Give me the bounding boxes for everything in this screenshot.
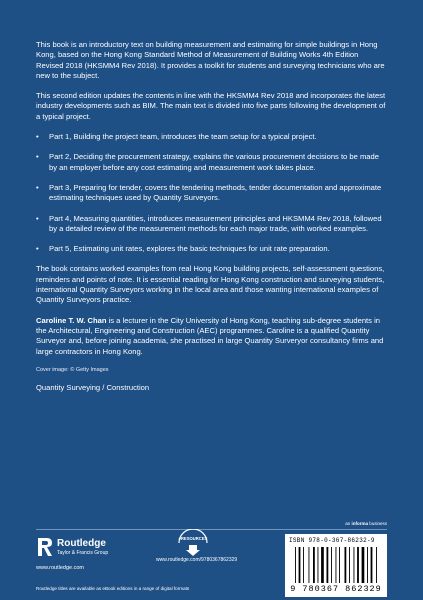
publisher-subtitle: Taylor & Francis Group [57,550,109,556]
routledge-logo-icon [36,536,54,558]
footer [0,515,423,600]
publisher-name: Routledge [57,538,106,549]
second-edition-paragraph: This second edition updates the contents in line with the HKSMM4 Rev 2018 and incorporates the latest industry developments such as BIM. The main text is divided into five parts following the development of a typical project. [36,91,386,121]
publisher-logo [36,536,296,572]
barcode-bars [295,547,377,583]
intro-paragraph: This book is an introductory text on building measurement and estimating for simple buildings in Hong Kong, based on the Hong Kong Standard Method of Measurement of Building Works 4th Edition Revised 2018 (HKSMM4 Rev 2018). It provides a toolkit for students and surveying technicians who are new to the subject. [36,40,385,80]
parts-list [36,132,386,254]
informa-prefix: an [345,521,352,526]
blurb [36,40,386,392]
informa-bold: informa [351,521,368,526]
author-bio-text: is a lecturer in the City University of Hong Kong, teaching sub-degree students in the Architectural, Engineering and Construction (AEC) programmes. Caroline is a qualified Quantity Surveyor and, before joining academia, she practised in large Quantity Surveryor consultancy firms and large contractors in Hong Kong. [36,315,384,356]
subject-category: Quantity Surveying / Construction [36,382,150,392]
part-item: • Part 1, Building the project team, introduces the team setup for a typical project. [36,132,386,142]
footer-divider [36,529,387,530]
eresources-url: www.routledge.com/9780367862329 [156,557,238,563]
publisher-url: www.routledge.com [36,565,84,571]
ebook-note: Routledge titles are available as eBook editions in a range of digital formats [36,586,190,591]
part-item: • Part 2, Deciding the procurement strategy, explains the various procurement decisions to be made by an employer before any cost estimating and measurement work takes place. [36,152,386,173]
barcode [285,534,387,597]
informa-tagline [345,521,387,526]
part-item: • Part 4, Measuring quantities, introduces measurement principles and HKSMM4 Rev 2018, followed by a detailed review of the measurement methods for each major trade, with worked examples. [36,214,386,235]
part-item: • Part 5, Estimating unit rates, explores the basic techniques for unit rate preparation. [36,244,386,254]
eresources-badge: eRESOURCES [178,536,208,541]
author-name: Caroline T. W. Chan [36,315,107,325]
barcode-number: 9 780367 862329 [290,584,382,594]
isbn-label: ISBN 978-0-367-86232-9 [289,537,375,544]
informa-suffix: business [367,521,387,526]
part-item: • Part 3, Preparing for tender, covers the tendering methods, tender documentation and approximate estimating techniques used by Quantity Surveyors. [36,183,386,204]
worked-examples-paragraph: The book contains worked examples from real Hong Kong building projects, self-assessment questions, reminders and points of note. It is essential reading for Hong Kong construction and surveying students, international Quantity Surveyors working in the local area and those wanting international examples of Quantity Surveyors practice. [36,264,385,305]
author-bio [36,316,386,357]
eresources-icon [175,529,211,557]
cover-credit: Cover image: © Getty Images [36,366,109,373]
